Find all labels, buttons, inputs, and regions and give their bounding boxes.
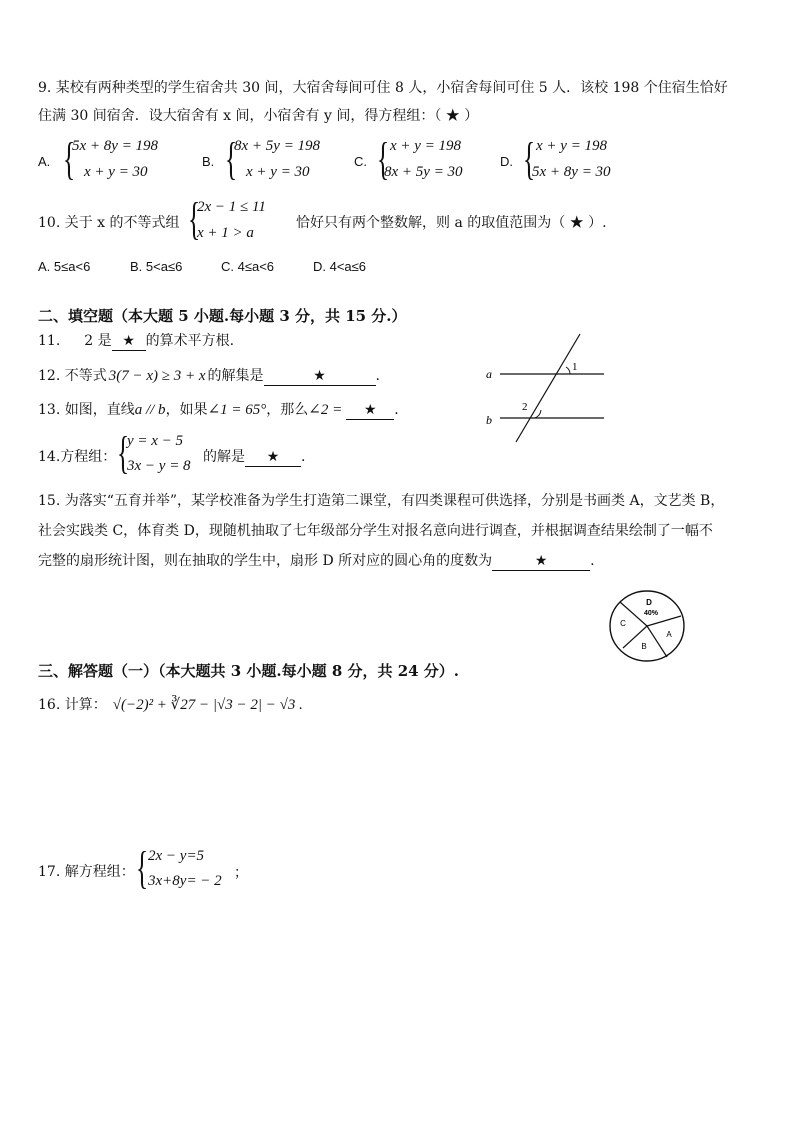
star-icon: ★ bbox=[122, 333, 135, 349]
q10-prefix: 10. 关于 x 的不等式组 bbox=[38, 215, 180, 231]
q13-parallel: a // b bbox=[134, 402, 166, 418]
q16-expression: √(−2)² + ∛27 − |√3 − 2| − √3 . bbox=[112, 697, 303, 713]
q13-mid: ，如果 bbox=[165, 402, 208, 418]
q15-line3 bbox=[38, 552, 595, 571]
q17-eq1: 2x − y=5 bbox=[148, 848, 205, 864]
q9-option-a-eq1: 5x + 8y = 198 bbox=[72, 138, 159, 154]
q10-option-c: C. 4≤a<6 bbox=[221, 259, 275, 274]
q13-post: . bbox=[394, 402, 399, 418]
brace-icon: { bbox=[135, 842, 149, 893]
star-icon: ★ bbox=[266, 449, 280, 465]
q13-angle1: ∠1 = 65° bbox=[207, 402, 267, 418]
q12-pre: 12. 不等式 bbox=[38, 368, 107, 384]
q14-post: . bbox=[301, 449, 306, 465]
brace-icon: { bbox=[224, 133, 238, 184]
q11-post: 的算术平方根. bbox=[145, 333, 235, 349]
q14-mid: 的解是 bbox=[203, 449, 245, 465]
transversal-line bbox=[516, 334, 580, 442]
pie-label-d: D bbox=[646, 598, 652, 607]
q17-pre: 17. 解方程组： bbox=[38, 864, 135, 880]
star-icon: ★ bbox=[313, 368, 326, 384]
q15-line1: 15. 为落实“五育并举”，某学校准备为学生打造第二课堂，有四类课程可供选择，分别是书画类 A，文艺类 B， bbox=[38, 493, 725, 509]
brace-icon: { bbox=[522, 133, 536, 184]
q9-option-c-eq2: 8x + 5y = 30 bbox=[384, 164, 463, 180]
q9-option-a-label: A. bbox=[38, 154, 51, 169]
q13-blank bbox=[346, 401, 394, 420]
q14-pre: 14.方程组： bbox=[38, 449, 117, 465]
q12-post: . bbox=[375, 368, 380, 384]
section-3-title: 三、解答题（一）（本大题共 3 小题.每小题 8 分，共 24 分）. bbox=[38, 662, 460, 680]
q16-pre: 16. 计算： bbox=[38, 697, 107, 713]
star-icon: ★ bbox=[363, 402, 377, 418]
star-icon: ★ bbox=[534, 553, 548, 569]
pie-label-a: A bbox=[666, 630, 672, 639]
q10-option-a: A. 5≤a<6 bbox=[38, 259, 91, 274]
q10-suffix: 恰好只有两个整数解，则 a 的取值范围为（ ★ ）. bbox=[296, 215, 607, 231]
q11-blank bbox=[112, 332, 146, 351]
q10-ineq1: 2x − 1 ≤ 11 bbox=[197, 199, 266, 215]
q10-option-b: B. 5<a≤6 bbox=[130, 259, 183, 274]
angle-1-arc bbox=[566, 367, 570, 374]
q10-option-d: D. 4<a≤6 bbox=[313, 259, 367, 274]
brace-icon: { bbox=[116, 427, 130, 478]
q10-ineq2: x + 1 > a bbox=[197, 225, 254, 241]
label-b: b bbox=[486, 413, 492, 427]
q12-mid: 的解集是 bbox=[207, 368, 264, 384]
q14-tail bbox=[203, 448, 305, 467]
q15-line2: 社会实践类 C，体育类 D，现随机抽取了七年级部分学生对报名意向进行调查，并根据调查结果绘制了一幅不 bbox=[38, 523, 713, 539]
q9-option-d-eq1: x + y = 198 bbox=[536, 138, 608, 154]
q17-eq2: 3x+8y= − 2 bbox=[148, 873, 222, 889]
q14-eq1: y = x − 5 bbox=[127, 433, 184, 449]
label-angle-1: 1 bbox=[572, 361, 578, 373]
pie-label-d-percent: 40% bbox=[643, 610, 659, 617]
brace-icon: { bbox=[62, 133, 76, 184]
q12-blank bbox=[264, 367, 376, 386]
pie-label-c: C bbox=[620, 619, 626, 628]
q9-option-d-label: D. bbox=[500, 154, 513, 169]
q14-eq2: 3x − y = 8 bbox=[127, 458, 191, 474]
q13 bbox=[38, 401, 399, 420]
q9-option-c-eq1: x + y = 198 bbox=[390, 138, 462, 154]
q9-option-b-eq2: x + y = 30 bbox=[246, 164, 310, 180]
q17-post: ； bbox=[234, 865, 248, 881]
q11 bbox=[38, 332, 234, 351]
q9-option-d-eq2: 5x + 8y = 30 bbox=[532, 164, 611, 180]
q13-pre: 13. 如图，直线 bbox=[38, 402, 135, 418]
q9-option-b-label: B. bbox=[202, 154, 215, 169]
pie-label-b: B bbox=[641, 642, 647, 651]
q13-angle2: ∠2 = bbox=[308, 402, 343, 418]
label-angle-2: 2 bbox=[522, 401, 528, 413]
q12 bbox=[38, 367, 380, 386]
q15-line3-text: 完整的扇形统计图，则在抽取的学生中，扇形 D 所对应的圆心角的度数为 bbox=[38, 553, 493, 569]
q12-inequality: 3(7 − x) ≥ 3 + x bbox=[108, 368, 206, 384]
q11-pre: 2 是 bbox=[84, 333, 112, 349]
q9-line2: 住满 30 间宿舍．设大宿舍有 x 间，小宿舍有 y 间，得方程组：（ ★ ） bbox=[38, 108, 479, 124]
q9-option-a-eq2: x + y = 30 bbox=[84, 164, 148, 180]
label-a: a bbox=[486, 367, 492, 381]
q16 bbox=[38, 696, 303, 714]
q9-option-b-eq1: 8x + 5y = 198 bbox=[234, 138, 321, 154]
brace-icon: { bbox=[187, 193, 201, 244]
q15-blank bbox=[492, 552, 590, 571]
q15-post: . bbox=[590, 553, 595, 569]
pie-chart-figure bbox=[605, 588, 689, 666]
angle-2-arc bbox=[535, 410, 541, 418]
q9-line1: 9. 某校有两种类型的学生宿舍共 30 间，大宿舍每间可住 8 人，小宿舍每间可住 5 人．该校 198 个住宿生恰好 bbox=[38, 80, 728, 96]
parallel-lines-figure bbox=[480, 330, 610, 446]
q14-blank bbox=[245, 448, 301, 467]
q11-number: 11. bbox=[38, 333, 61, 349]
q13-mid2: ，那么 bbox=[266, 402, 309, 418]
q9-option-c-label: C. bbox=[354, 154, 367, 169]
section-2-title: 二、填空题（本大题 5 小题.每小题 3 分，共 15 分.） bbox=[38, 307, 407, 325]
brace-icon: { bbox=[376, 133, 390, 184]
